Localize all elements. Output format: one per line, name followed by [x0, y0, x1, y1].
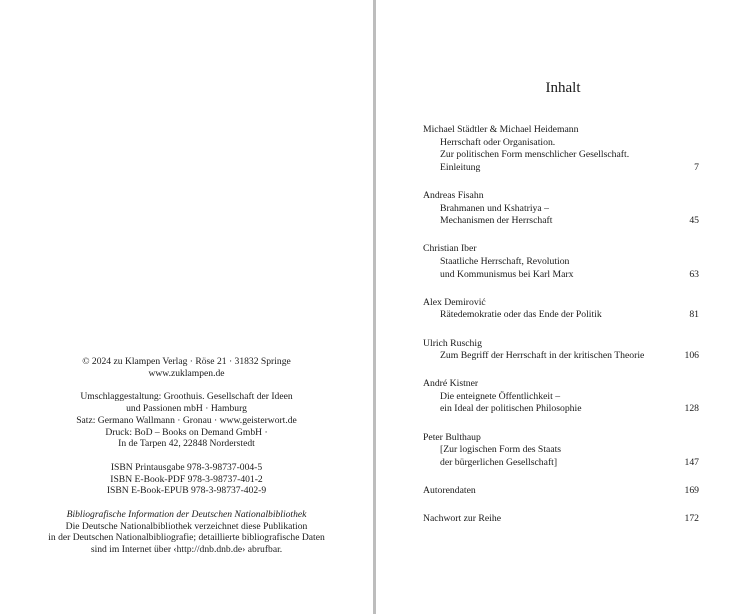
publisher-website: www.zuklampen.de [148, 367, 225, 379]
toc-entry [423, 190, 699, 228]
toc-title-line [423, 215, 699, 228]
isbn-print: ISBN Printausgabe 978-3-98737-004-5 [110, 461, 263, 473]
production-line: In de Tarpen 42, 22848 Norderstedt [118, 438, 255, 450]
publisher-line: © 2024 zu Klampen Verlag · Röse 21 · 31832 Springe [82, 356, 291, 367]
toc-title-line [423, 269, 699, 282]
toc-page-number: 81 [689, 309, 699, 321]
toc-entry [423, 485, 699, 498]
toc-title-line: [Zur logischen Form des Staats [440, 444, 562, 456]
toc-entry [423, 378, 699, 416]
bibliographic-block [0, 509, 373, 556]
toc-title-line [423, 309, 699, 322]
toc-title-text: Nachwort zur Reihe [423, 513, 502, 525]
toc-title-text: der bürgerlichen Gesellschaft] [440, 456, 558, 468]
toc-author: André Kistner [423, 378, 479, 390]
bibliographic-heading: Bibliografische Information der Deutschen Nationalbibliothek [66, 509, 307, 521]
toc-title-line [423, 457, 699, 470]
toc-title-line: Herrschaft oder Organisation. [440, 136, 556, 148]
left-page [0, 0, 373, 614]
toc-entry [423, 297, 699, 322]
right-page [376, 0, 750, 614]
toc-author: Peter Bulthaup [423, 431, 481, 443]
toc-page-number: 45 [689, 215, 699, 227]
toc-entry [423, 432, 699, 470]
toc-title-text: Rätedemokratie oder das Ende der Politik [440, 309, 602, 321]
toc-author: Alex Demirović [423, 296, 486, 308]
bibliographic-line: sind im Internet über ‹http://dnb.dnb.de› abrufbar. [90, 544, 283, 556]
toc-author: Andreas Fisahn [423, 189, 484, 201]
bibliographic-line: Die Deutsche Nationalbibliothek verzeichnet diese Publikation [65, 520, 308, 532]
toc-author: Michael Städtler & Michael Heidemann [423, 124, 579, 135]
toc-title-line [423, 350, 699, 363]
toc-title-text: und Kommunismus bei Karl Marx [440, 268, 574, 280]
table-of-contents [423, 124, 699, 541]
toc-title-line: Die enteignete Öffentlichkeit – [440, 390, 561, 402]
toc-page-number: 172 [684, 513, 699, 525]
production-line: Satz: Germano Wallmann · Gronau · www.geisterwort.de [76, 414, 297, 426]
toc-entry [423, 124, 699, 174]
production-line: Umschlaggestaltung: Groothuis. Gesellschaft der Ideen [80, 391, 293, 403]
toc-page-number: 106 [684, 350, 699, 362]
toc-author: Ulrich Ruschig [423, 337, 482, 349]
toc-author: Christian Iber [423, 243, 477, 255]
publisher-block [0, 356, 373, 379]
production-block [0, 391, 373, 450]
toc-title-line: Brahmanen und Kshatriya – [440, 202, 549, 214]
isbn-epub: ISBN E-Book-EPUB 978-3-98737-402-9 [106, 485, 267, 497]
toc-page-number: 7 [694, 161, 699, 173]
toc-title-text: Zum Begriff der Herrschaft in der kritischen Theorie [440, 350, 645, 362]
toc-title-line [423, 162, 699, 175]
production-line: Druck: BoD – Books on Demand GmbH · [105, 426, 268, 438]
toc-title-line [423, 403, 699, 416]
production-line: und Passionen mbH · Hamburg [126, 403, 247, 415]
toc-page-number: 63 [689, 268, 699, 280]
toc-author [423, 513, 699, 526]
isbn-block [0, 462, 373, 497]
isbn-pdf: ISBN E-Book-PDF 978-3-98737-401-2 [110, 473, 263, 485]
toc-entry [423, 243, 699, 281]
imprint [0, 356, 373, 556]
toc-entry [423, 338, 699, 363]
toc-entry [423, 513, 699, 526]
toc-title-text: Einleitung [440, 161, 481, 173]
toc-title-text: Mechanismen der Herrschaft [440, 215, 553, 227]
toc-page-number: 147 [684, 456, 699, 468]
bibliographic-line: in der Deutschen Nationalbibliografie; detaillierte bibliografische Daten [48, 532, 325, 544]
toc-title-text: Autorendaten [423, 485, 476, 497]
toc-title-text: ein Ideal der politischen Philosophie [440, 403, 582, 415]
toc-title-line: Zur politischen Form menschlicher Gesellschaft. [440, 149, 630, 161]
toc-title: Inhalt [545, 80, 581, 96]
toc-title-line: Staatliche Herrschaft, Revolution [440, 255, 570, 267]
toc-author [423, 485, 699, 498]
toc-page-number: 169 [684, 485, 699, 497]
toc-page-number: 128 [684, 403, 699, 415]
